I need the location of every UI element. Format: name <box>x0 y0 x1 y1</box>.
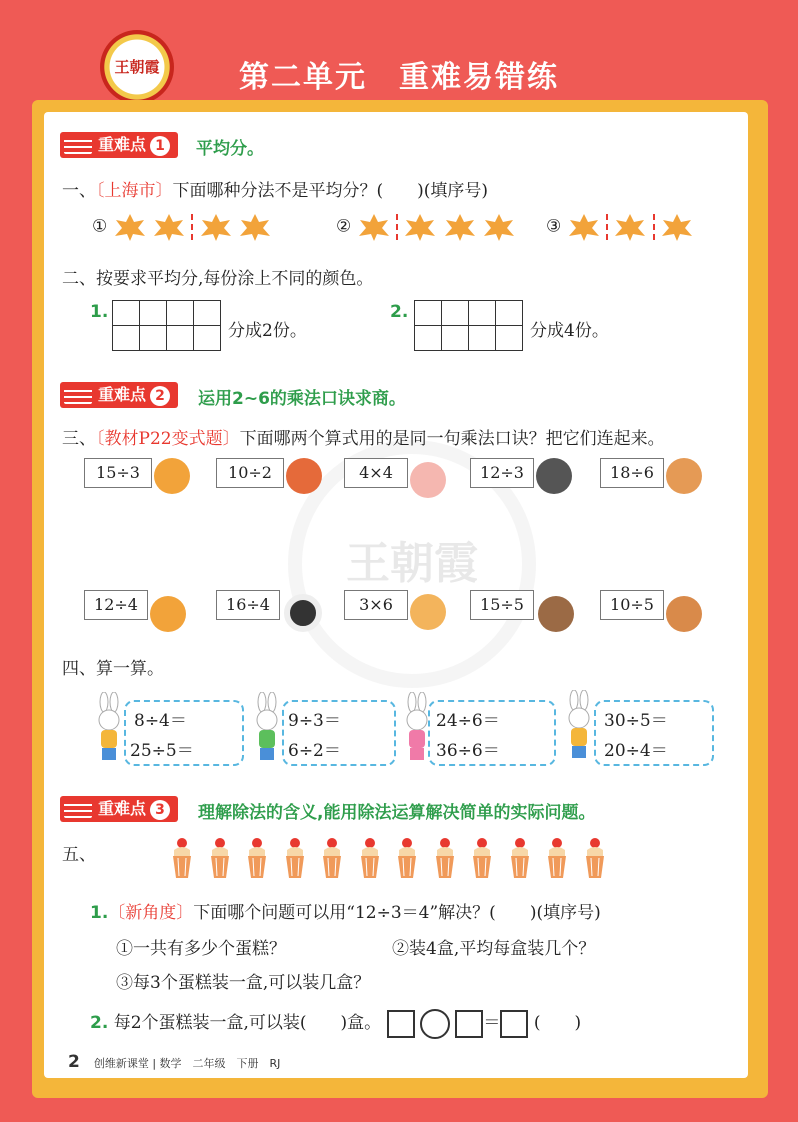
watermark: 王朝霞 <box>288 440 536 688</box>
divider <box>396 214 398 240</box>
key-point-tag-1 <box>60 132 178 158</box>
expr-card[interactable]: 3×6 <box>344 590 408 620</box>
expr-card[interactable]: 10÷2 <box>216 458 284 488</box>
equation: 9÷3＝ <box>288 711 341 731</box>
q2-item-1-num: 1. <box>90 302 109 322</box>
equation: 6÷2＝ <box>288 741 341 761</box>
leaf-icon <box>113 212 147 242</box>
question-4: 四、算一算。 <box>62 659 164 679</box>
leaf-icon <box>152 212 186 242</box>
divider <box>606 214 608 240</box>
monkey-icon <box>666 596 702 632</box>
cake-icon <box>245 836 269 880</box>
option-1 <box>92 212 272 242</box>
option-label: ③ <box>546 216 562 237</box>
option-2 <box>336 212 516 242</box>
leaf-icon <box>443 212 477 242</box>
equals-sign: ＝ <box>483 1013 501 1033</box>
bear-icon <box>538 596 574 632</box>
tag-label: 重难点 <box>98 135 147 154</box>
cake-icon <box>395 836 419 880</box>
answer-box[interactable] <box>387 1010 415 1038</box>
question-3 <box>62 424 665 449</box>
page-title: 第二单元 重难易错练 <box>239 60 559 95</box>
sub1-option-2: ②装4盒,平均每盒装几个？ <box>392 939 596 959</box>
leaf-icon <box>482 212 516 242</box>
divider <box>191 214 193 240</box>
grid-2x4-a[interactable] <box>112 300 221 351</box>
mouse-icon <box>536 458 572 494</box>
sub2-text: 每2个蛋糕装一盒,可以装( )盒。 <box>113 1013 382 1033</box>
expr-card[interactable]: 16÷4 <box>216 590 280 620</box>
key-point-title-3: 理解除法的含义,能用除法运算解决简单的实际问题。 <box>198 803 596 823</box>
wave-icon <box>64 136 92 154</box>
equation: 8÷4＝ <box>134 711 187 731</box>
divider <box>653 214 655 240</box>
tag-number: 2 <box>150 386 170 406</box>
key-point-tag-2 <box>60 382 178 408</box>
leaf-icon <box>567 212 601 242</box>
wave-icon <box>64 800 92 818</box>
equation: 36÷6＝ <box>436 741 500 761</box>
equation: 30÷5＝ <box>604 711 668 731</box>
expr-card[interactable]: 4×4 <box>344 458 408 488</box>
cake-icon <box>320 836 344 880</box>
grid-2x4-b[interactable] <box>414 300 523 351</box>
q2-item-2-label: 分成4份。 <box>530 321 609 341</box>
leaf-icon <box>238 212 272 242</box>
expr-card[interactable]: 15÷5 <box>470 590 534 620</box>
option-3 <box>546 212 694 242</box>
cat-icon <box>410 594 446 630</box>
tag-label: 重难点 <box>98 799 147 818</box>
logo-text: 王朝霞 <box>114 58 160 76</box>
key-point-title-2: 运用2~6的乘法口诀求商。 <box>198 389 406 409</box>
equation: 24÷6＝ <box>436 711 500 731</box>
q2-item-1-label: 分成2份。 <box>228 321 307 341</box>
q1-source: 〔上海市〕 <box>96 181 173 201</box>
expr-card[interactable]: 15÷3 <box>84 458 152 488</box>
sub1-option-1: ①一共有多少个蛋糕？ <box>116 939 286 959</box>
q5-sub1 <box>90 898 601 923</box>
cake-icon <box>470 836 494 880</box>
bunny-icon <box>564 690 594 762</box>
pig-icon <box>410 462 446 498</box>
page-footer <box>68 1052 280 1072</box>
tag-number: 3 <box>150 800 170 820</box>
operator-circle[interactable] <box>420 1009 450 1039</box>
answer-box[interactable] <box>500 1010 528 1038</box>
q3-source: 〔教材P22变式题〕 <box>96 429 240 449</box>
bunny-icon <box>94 692 124 764</box>
equation: 20÷4＝ <box>604 741 668 761</box>
expr-card[interactable]: 12÷4 <box>84 590 148 620</box>
q3-prefix: 三、 <box>62 429 96 449</box>
expr-card[interactable]: 18÷6 <box>600 458 664 488</box>
fox-icon <box>286 458 322 494</box>
lion-icon <box>154 458 190 494</box>
option-label: ① <box>92 216 108 237</box>
panda-icon <box>284 594 322 632</box>
book-info: 创维新课堂 | 数学 二年级 下册 RJ <box>93 1057 281 1070</box>
cake-icon <box>508 836 532 880</box>
sub1-option-3: ③每3个蛋糕装一盒,可以装几盒？ <box>116 973 371 993</box>
expr-card[interactable]: 10÷5 <box>600 590 664 620</box>
q1-text: 下面哪种分法不是平均分？( )(填序号) <box>172 181 489 201</box>
leaf-icon <box>403 212 437 242</box>
cake-icon <box>433 836 457 880</box>
bunny-icon <box>252 692 282 764</box>
q2-item-2-num: 2. <box>390 302 409 322</box>
sub2-num: 2. <box>90 1013 109 1033</box>
sub1-num: 1. <box>90 903 109 923</box>
question-1 <box>62 176 488 201</box>
cake-icon <box>208 836 232 880</box>
sub1-text: 下面哪个问题可以用“12÷3＝4”解决？( )(填序号) <box>193 903 601 923</box>
cake-icon <box>170 836 194 880</box>
leaf-icon <box>660 212 694 242</box>
tag-number: 1 <box>150 136 170 156</box>
equation: 25÷5＝ <box>130 741 194 761</box>
sub1-source: 〔新角度〕 <box>108 903 194 923</box>
unit-paren[interactable]: ( ) <box>533 1013 582 1033</box>
tiger-icon <box>150 596 186 632</box>
question-2: 二、按要求平均分,每份涂上不同的颜色。 <box>62 269 374 289</box>
key-point-title-1: 平均分。 <box>196 139 264 159</box>
q1-prefix: 一、 <box>62 181 96 201</box>
cake-icon <box>283 836 307 880</box>
dog-icon <box>666 458 702 494</box>
answer-box[interactable] <box>455 1010 483 1038</box>
leaf-icon <box>357 212 391 242</box>
wave-icon <box>64 386 92 404</box>
cake-icon <box>583 836 607 880</box>
expr-card[interactable]: 12÷3 <box>470 458 534 488</box>
leaf-icon <box>199 212 233 242</box>
q5-sub2 <box>90 1008 581 1039</box>
page-number: 2 <box>68 1052 80 1072</box>
option-label: ② <box>336 216 352 237</box>
key-point-tag-3 <box>60 796 178 822</box>
leaf-icon <box>613 212 647 242</box>
question-5: 五、 <box>62 845 96 865</box>
cake-icon <box>358 836 382 880</box>
q3-text: 下面哪两个算式用的是同一句乘法口诀？把它们连起来。 <box>239 429 665 449</box>
tag-label: 重难点 <box>98 385 147 404</box>
cake-icon <box>545 836 569 880</box>
